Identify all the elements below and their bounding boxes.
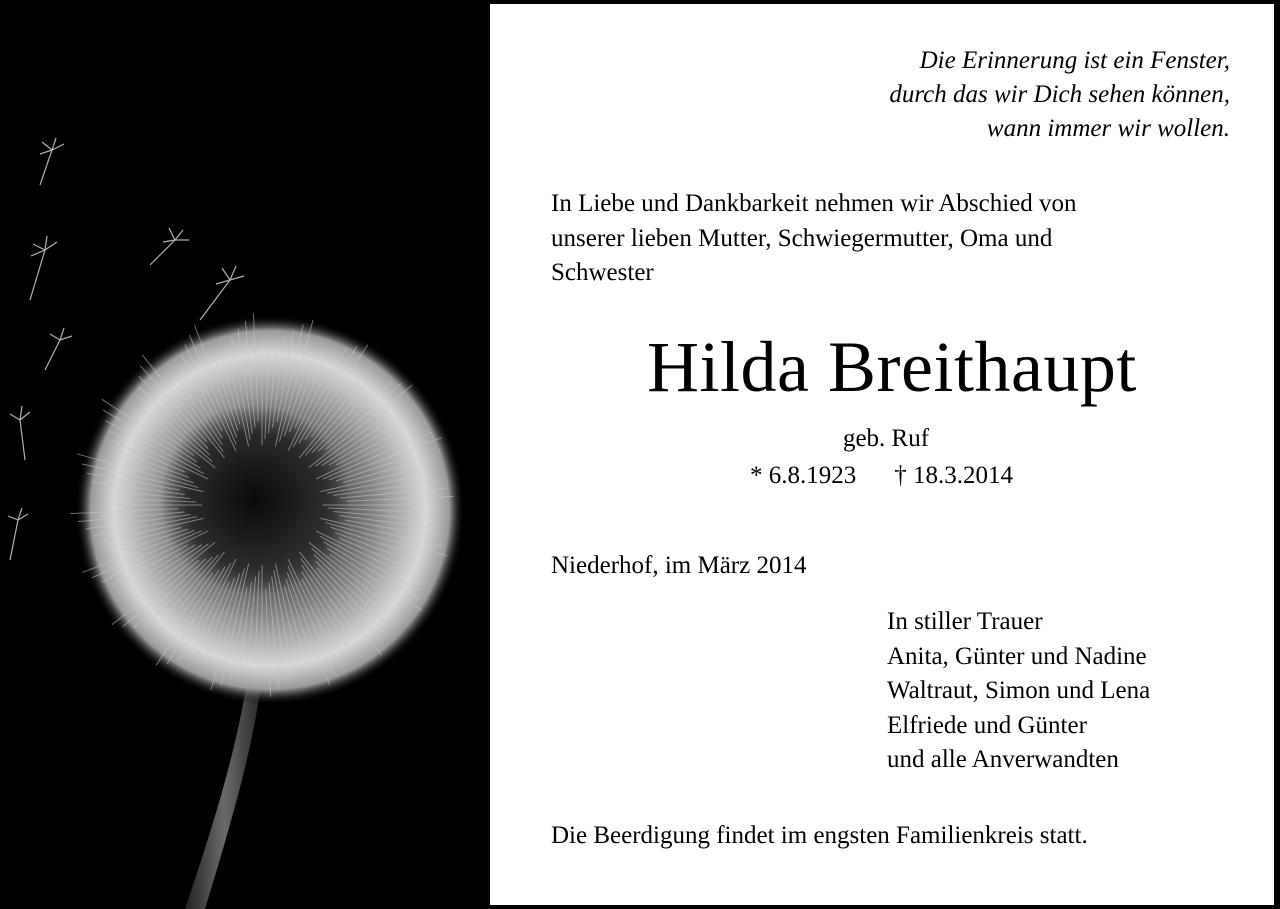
mourners-line: Anita, Günter und Nadine: [887, 642, 1147, 670]
intro-line: Schwester: [551, 259, 654, 286]
intro-line: In Liebe und Dankbarkeit nehmen wir Abschied von: [551, 190, 1077, 217]
mourners-line: Elfriede und Günter: [887, 711, 1087, 739]
quote-line: durch das wir Dich sehen können,: [889, 81, 1230, 108]
place-and-date: Niederhof, im März 2014: [551, 552, 807, 579]
farewell-intro: [551, 187, 1251, 291]
mourners-line: und alle Anverwandten: [887, 746, 1119, 773]
death-date: † 18.3.2014: [894, 462, 1013, 489]
mourners-list: [887, 605, 1150, 778]
mourners-line: Waltraut, Simon und Lena: [887, 677, 1151, 704]
life-dates: [750, 459, 1013, 493]
notice-text-panel: [490, 4, 1274, 905]
quote-line: Die Erinnerung ist ein Fenster,: [919, 47, 1230, 74]
dandelion-icon: [0, 0, 488, 909]
intro-line: unserer lieben Mutter, Schwiegermutter, Oma und: [551, 224, 1053, 252]
birth-name: geb. Ruf: [842, 425, 930, 452]
deceased-name: Hilda Breithaupt: [647, 327, 1137, 407]
dandelion-image: [0, 0, 488, 909]
birth-date: * 6.8.1923: [750, 462, 857, 489]
memorial-quote: [889, 44, 1230, 146]
quote-line: wann immer wir wollen.: [986, 115, 1230, 142]
funeral-note: Die Beerdigung findet im engsten Familienkreis statt.: [551, 822, 1088, 849]
mourners-line: In stiller Trauer: [887, 608, 1043, 635]
